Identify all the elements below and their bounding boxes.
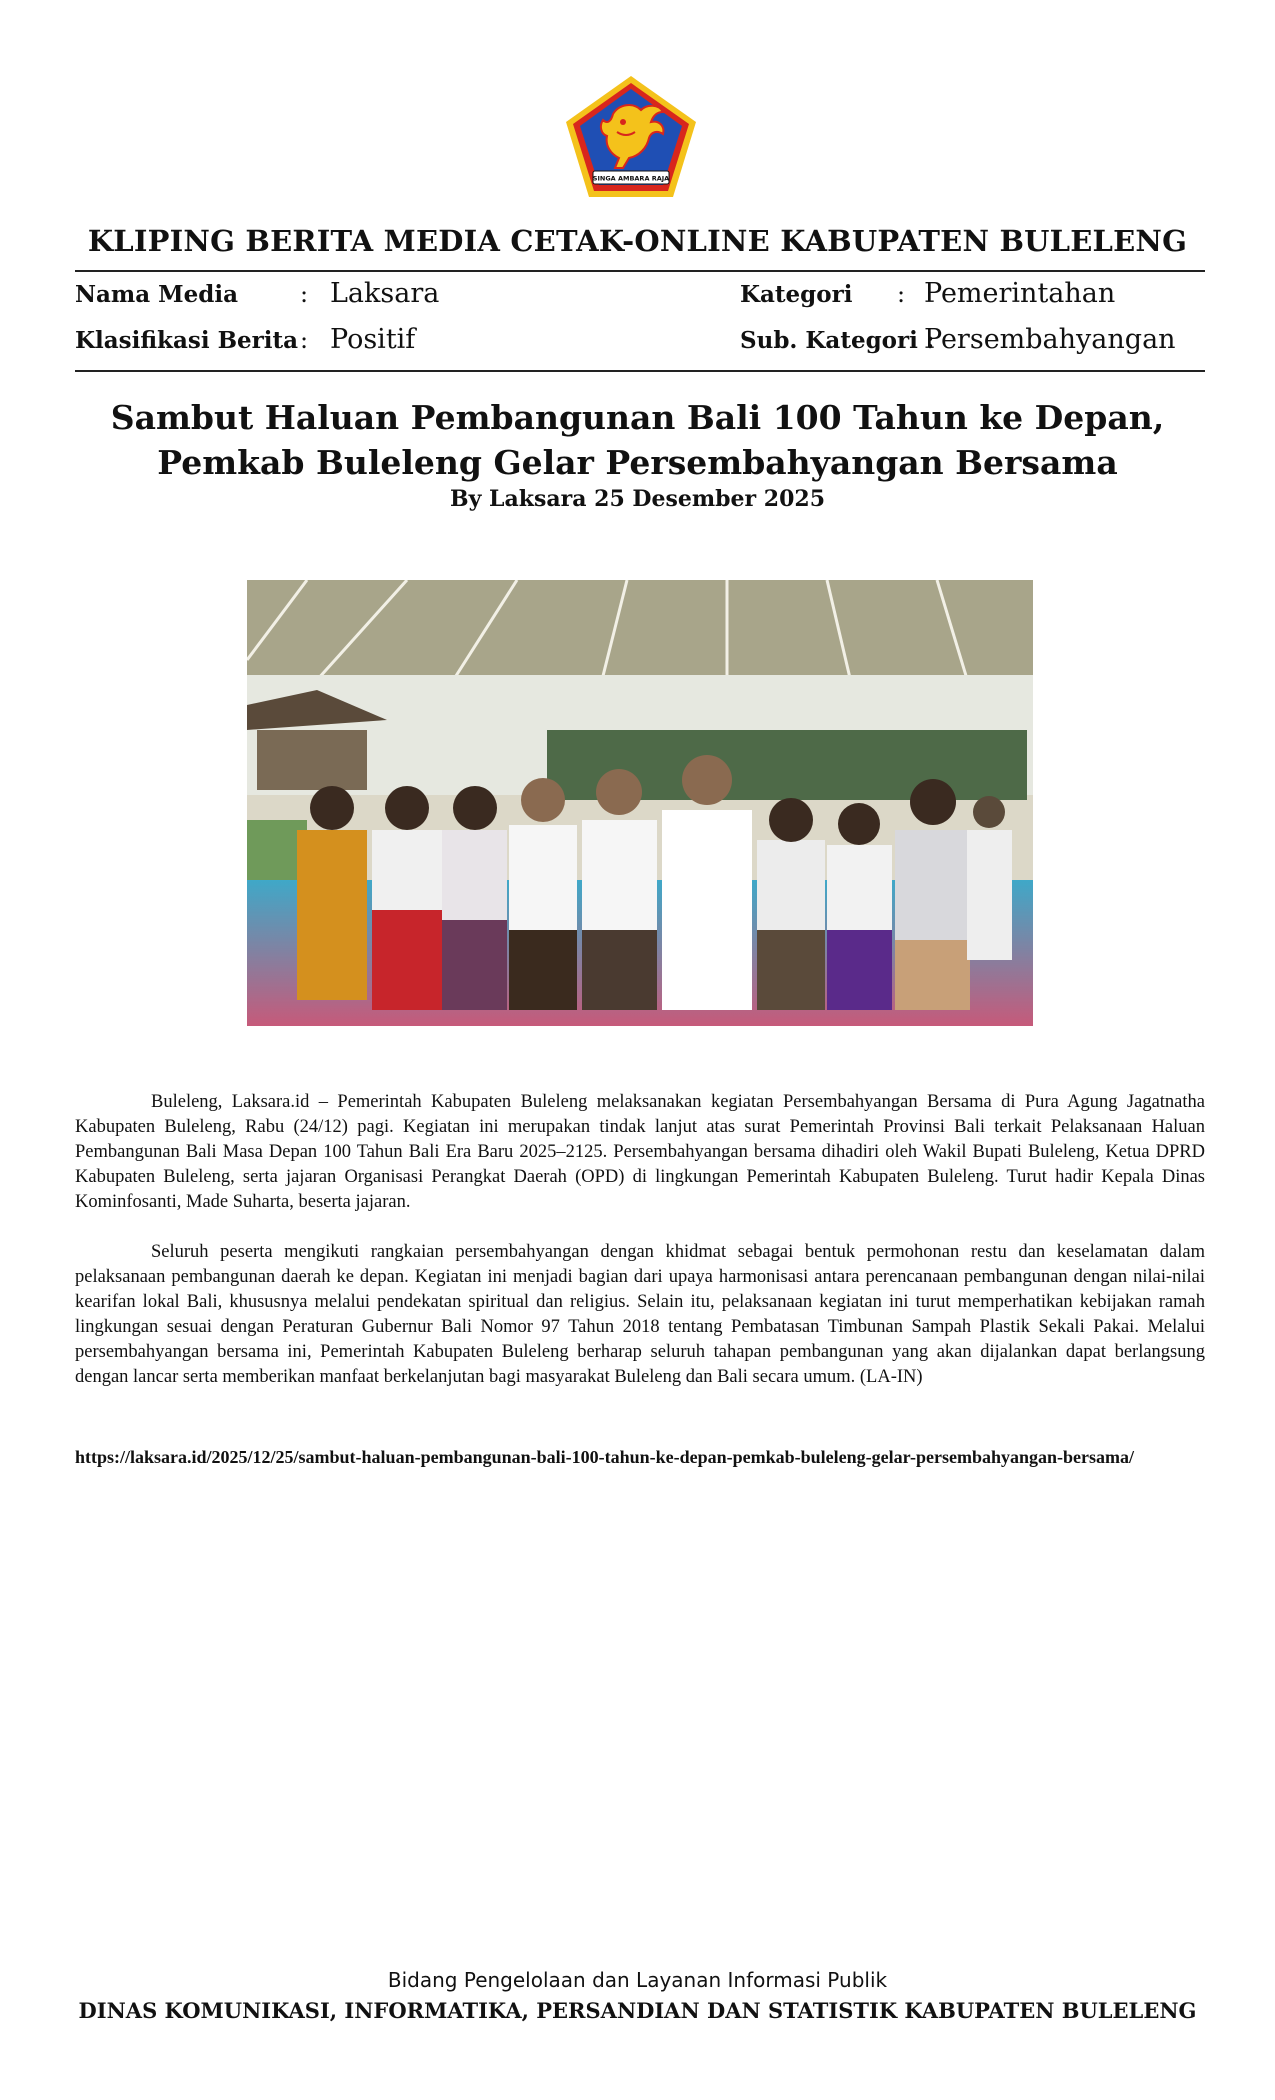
sub-kategori-label: Sub. Kategori :	[740, 327, 935, 354]
buleleng-regency-emblem	[563, 74, 699, 200]
colon: :	[300, 326, 309, 354]
divider	[75, 270, 1205, 272]
nama-media-label: Nama Media	[75, 281, 238, 308]
article-paragraph: Seluruh peserta mengikuti rangkaian persembahyangan dengan khidmat sebagai bentuk permohonan restu dan keselamatan dalam pelaksanaan pembangunan daerah ke depan. Kegiatan ini menjadi bagian dari upaya harmonisasi antara perencanaan pembangunan dengan nilai-nilai kearifan lokal Bali, khususnya melalui pendekatan spiritual dan religius. Selain itu, pelaksanaan kegiatan ini turut memperhatikan kebijakan ramah lingkungan sesuai dengan Peraturan Gubernur Bali Nomor 97 Tahun 2018 tentang Pembatasan Timbunan Sampah Plastik Sekali Pakai. Melalui persembahyangan bersama ini, Pemerintah Kabupaten Buleleng berharap seluruh tahapan pembangunan yang akan dijalankan dapat berlangsung dengan lancar serta memberikan manfaat berkelanjutan bagi masyarakat Buleleng dan Bali secara umum. (LA-IN)	[75, 1242, 1205, 1387]
article-headline-line2: Pemkab Buleleng Gelar Persembahyangan Bersama	[157, 443, 1118, 482]
article-byline: By Laksara 25 Desember 2025	[449, 486, 826, 512]
kategori-label: Kategori	[740, 281, 853, 308]
sub-kategori-value: Persembahyangan	[924, 324, 1176, 355]
clipping-title: KLIPING BERITA MEDIA CETAK-ONLINE KABUPATEN BULELENG	[87, 224, 1188, 258]
source-link[interactable]: https://laksara.id/2025/12/25/sambut-haluan-pembangunan-bali-100-tahun-ke-depan-pemkab-buleleng-gelar-persembahyangan-bersama/	[75, 1447, 1134, 1467]
klasifikasi-berita-label: Klasifikasi Berita	[75, 327, 299, 354]
footer-office: DINAS KOMUNIKASI, INFORMATIKA, PERSANDIAN DAN STATISTIK KABUPATEN BULELENG	[78, 1998, 1197, 2023]
kategori-value: Pemerintahan	[924, 278, 1116, 309]
article-headline-line1: Sambut Haluan Pembangunan Bali 100 Tahun ke Depan,	[110, 398, 1165, 437]
article-photo	[247, 580, 1033, 1026]
divider	[75, 370, 1205, 372]
colon: :	[300, 280, 309, 308]
nama-media-value: Laksara	[330, 278, 440, 309]
article-paragraph: Buleleng, Laksara.id – Pemerintah Kabupaten Buleleng melaksanakan kegiatan Persembahyangan Bersama di Pura Agung Jagatnatha Kabupaten Buleleng, Rabu (24/12) pagi. Kegiatan ini merupakan tindak lanjut atas surat Pemerintah Provinsi Bali terkait Pelaksanaan Haluan Pembangunan Bali Masa Depan 100 Tahun Bali Era Baru 2025–2125. Persembahyangan bersama dihadiri oleh Wakil Bupati Buleleng, Ketua DPRD Kabupaten Buleleng, serta jajaran Organisasi Perangkat Daerah (OPD) di lingkungan Pemerintah Kabupaten Buleleng. Turut hadir Kepala Dinas Kominfosanti, Made Suharta, beserta jajaran.	[75, 1092, 1205, 1212]
footer-unit: Bidang Pengelolaan dan Layanan Informasi Publik	[387, 1968, 888, 1992]
colon: :	[897, 280, 906, 308]
klasifikasi-berita-value: Positif	[330, 324, 416, 355]
emblem-motto-text: SINGA AMBARA RAJA	[592, 174, 670, 183]
